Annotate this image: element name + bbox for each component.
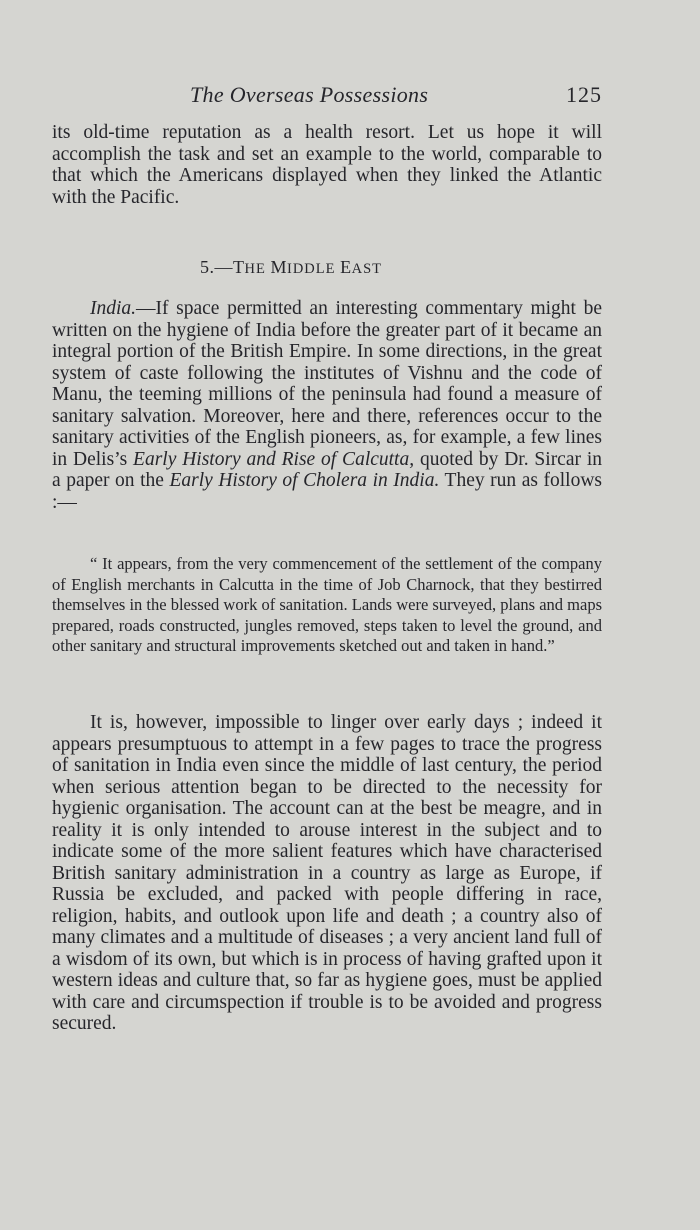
- page-header: [190, 82, 602, 116]
- block-quotation: [52, 554, 602, 657]
- section-title-initial-2: M: [270, 257, 287, 277]
- running-title: The Overseas Possessions: [190, 82, 429, 107]
- closing-paragraph-text: It is, however, impossible to linger over early days ; indeed it appears presumptuous to attempt in a few pages to trace the progress of sanitation in India even since the middle of last century, the period when serious attention began to be directed to the necessity for hygienic organisation. The account can at the best be meagre, and in reality it is only intended to arouse interest in the subject and to indicate some of the more salient features which have characterised British sanitary administration in a country as large as Europe, if Russia be excluded, and packed with people differing in race, religion, habits, and outlook upon life and death ; a country also of many climates and a multitude of diseases ; a very ancient land full of a wisdom of its own, but which is in process of having grafted upon it western ideas and culture that, so far as hygiene goes, must be applied with care and circumspection if trouble is to be avoided and progress secured.: [52, 712, 602, 1034]
- india-text-part-3: They run as follows :—: [52, 470, 602, 513]
- section-title-rest-3: AST: [351, 261, 383, 277]
- closing-paragraph: [52, 712, 602, 1035]
- continuation-paragraph: [52, 122, 602, 208]
- india-text-part-1: —If space permitted an interesting commentary might be written on the hygiene of India before the greater part of it became an integral portion of the British Empire. In some directions, in the great system of caste following the institutes of Vishnu and the code of Manu, the teeming millions of the peninsula had found a measure of sanitary salvation. Moreover, here and there, references occur to the sanitary activities of the English pioneers, as, for example, a few lines in Delis’s: [52, 298, 602, 470]
- cited-work-title-2: Early History of Cholera in India.: [169, 470, 440, 491]
- section-heading: [200, 257, 382, 278]
- page-number: 125: [566, 82, 602, 107]
- india-paragraph-text: [52, 298, 602, 513]
- section-title-rest-2: IDDLE: [286, 261, 341, 277]
- cited-work-title-1: Early History and Rise of Calcutta,: [133, 448, 415, 470]
- india-text-part-2: quoted by Dr. Sircar in a paper on the: [52, 448, 602, 491]
- section-number: 5.—: [200, 257, 233, 277]
- section-title-rest-1: HE: [244, 261, 271, 277]
- quotation-text: “ It appears, from the very commencement of the settlement of the company of English merchants in Calcutta in the time of Job Charnock, that they bestirred themselves in the blessed work of sanitation. Lands were surveyed, plans and maps prepared, roads constructed, jungles removed, steps taken to level the ground, and other sanitary and structural improvements sketched out and taken in hand.”: [52, 554, 602, 655]
- india-lead: India.: [90, 298, 137, 319]
- continuation-text: its old-time reputation as a health resort. Let us hope it will accomplish the task and set an example to the world, comparable to that which the Americans displayed when they linked the Atlantic with the Pacific.: [52, 122, 602, 208]
- section-title-initial-1: T: [233, 257, 245, 277]
- india-paragraph: [52, 298, 602, 513]
- section-title-initial-3: E: [340, 257, 352, 277]
